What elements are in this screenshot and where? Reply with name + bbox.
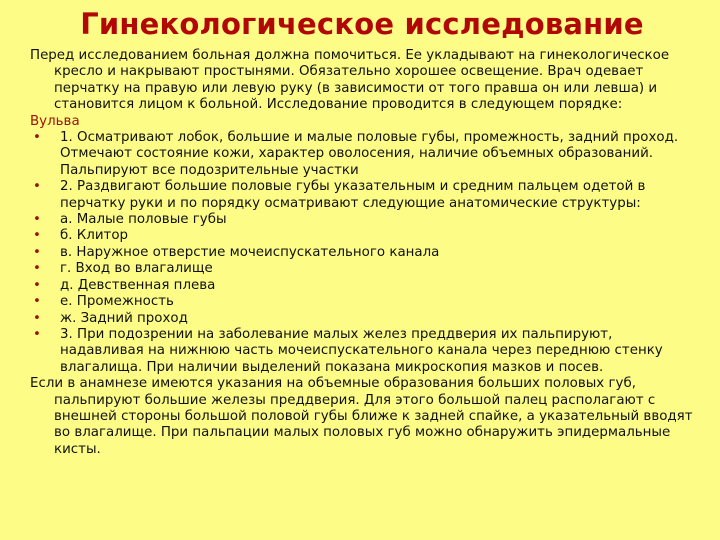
bullet-icon: • [33,294,41,310]
bullet-icon: • [33,212,41,228]
list-item [30,327,694,376]
list-item [30,311,694,327]
list-item-text: д. Девственная плева [60,277,216,293]
slide-content [30,48,694,458]
list-item [30,245,694,261]
slide-title: Гинекологическое исследование [80,7,644,41]
list-item-text: г. Вход во влагалище [60,261,213,277]
bullet-icon: • [33,244,41,260]
intro-paragraph: Перед исследованием больная должна помочиться. Ее укладывают на гинекологическое кресло и накрывают простынями. Обязательно хорошее освещение. Врач одевает перчатку на правую или левую руку (в зависимости от того правша он или левша) и становится лицом к больной. Исследование проводится в следующем порядке: [30,48,670,113]
list-item-text: 1. Осматривают лобок, большие и малые половые губы, промежность, задний проход. Отмечают состояние кожи, характер оволосения, наличие объемных образований. Пальпируют все подозрительные участки [60,130,679,178]
bullet-icon: • [33,326,41,342]
list-item-text: ж. Задний проход [60,310,188,326]
list-item [30,130,694,179]
list-item-text: б. Клитор [60,228,129,244]
bullet-icon: • [33,261,41,277]
list-item [30,212,694,228]
list-item [30,278,694,294]
list-item [30,179,694,212]
bullet-icon: • [33,130,41,146]
bullet-icon: • [33,179,41,195]
list-item-text: 3. При подозрении на заболевание малых желез преддверия их пальпируют, надавливая на нижнюю часть мочеиспускательного канала через переднюю стенку влагалища. При наличии выделений показана микроскопия мазков и посев. [60,326,663,375]
list-item-text: в. Наружное отверстие мочеиспускательного канала [60,244,440,260]
list-item [30,261,694,277]
bullet-icon: • [33,277,41,293]
list-item-text: е. Промежность [60,294,174,310]
bullet-icon: • [33,228,41,244]
list-item-text: 2. Раздвигают большие половые губы указательным и средним пальцем одетой в перчатку руки и по порядку осматривают следующие анатомические структуры: [60,179,646,211]
list-item [30,294,694,310]
list-item-text: а. Малые половые губы [60,212,227,228]
bullet-icon: • [33,310,41,326]
section-heading-vulva: Вульва [30,113,80,129]
outro-paragraph: Если в анамнезе имеются указания на объемные образования больших половых губ, пальпируют большие железы преддверия. Для этого большой палец располагают с внешней стороны большой половой губы ближе к задней спайке, а указательный вводят во влагалище. При пальпации малых половых губ можно обнаружить эпидермальные кисты. [30,376,693,457]
list-item [30,228,694,244]
